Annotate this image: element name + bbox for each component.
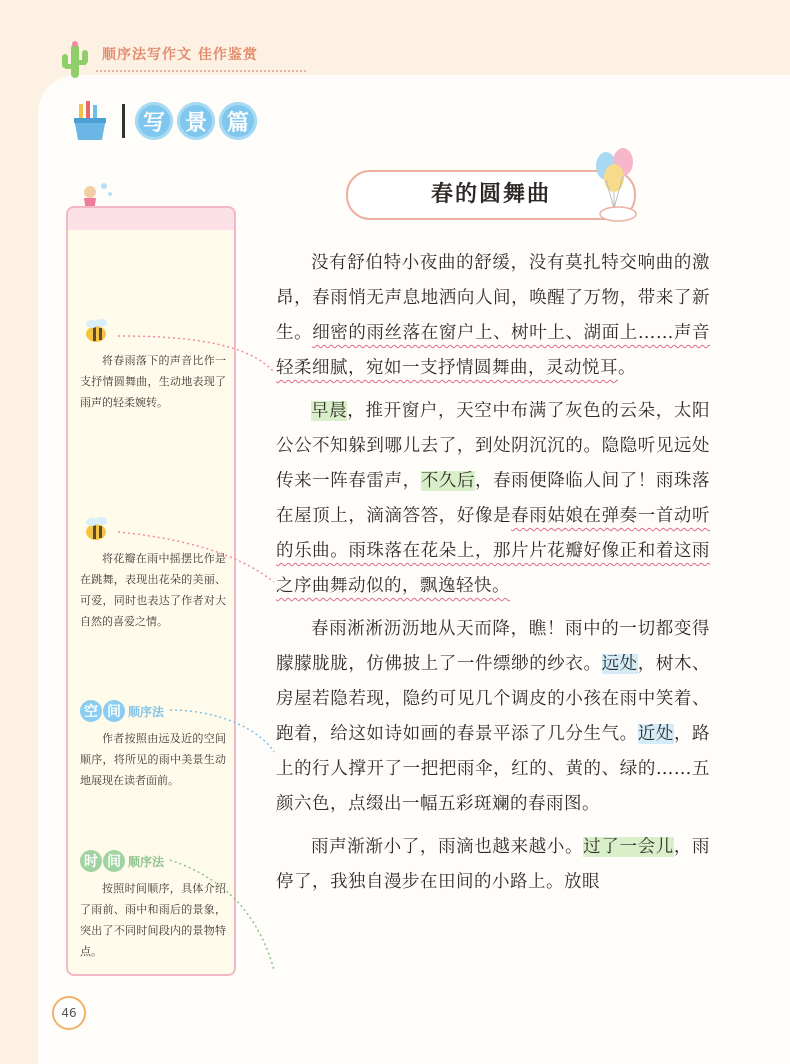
- text-run: 春雨淅淅沥沥地从天而降，瞧！雨中的一切都变得朦朦胧胧，仿佛披上了一件缥缈的纱衣。: [276, 619, 710, 674]
- section-char-3: 篇: [219, 102, 257, 140]
- text-run: 没有舒伯特小夜曲的舒缓，没有莫扎特交响曲的激昂，春雨悄无声息地洒向人间，唤醒了万物，带来了新生。: [276, 253, 710, 343]
- tag-label: 顺序法: [128, 704, 165, 719]
- paragraph-1: [276, 246, 710, 386]
- text-run: ，雨停了，我独自漫步在田间的小路上。放眼: [276, 837, 711, 892]
- text-run: ，路上的行人撑开了一把把雨伞，红的、黄的、绿的……五颜六色，点缀出一幅五彩斑斓的春雨图。: [276, 724, 711, 814]
- space-word: 远处: [601, 654, 638, 674]
- series-title: 顺序法写作文 佳作鉴赏: [102, 47, 258, 63]
- space-word: 近处: [637, 724, 674, 744]
- annotation-note-4: 按照时间顺序，具体介绍了雨前、雨中和雨后的景象，突出了不同时间段内的景物特点。: [80, 882, 226, 958]
- tag-char: 时: [80, 850, 102, 872]
- paragraph-2: [276, 394, 710, 604]
- section-char-2: 景: [177, 102, 215, 140]
- paragraph-3: [276, 612, 710, 822]
- section-char-1: 写: [135, 102, 173, 140]
- time-word: 早晨: [311, 401, 348, 421]
- text-run: ，春雨便降临人间了！雨珠落在屋顶上，滴滴答答，好像是: [276, 471, 711, 526]
- annotation-note-3: 作者按照由远及近的空间顺序，将所见的雨中美景生动地展现在读者面前。: [80, 732, 226, 787]
- page-number: 46: [52, 996, 86, 1030]
- text-run: ，树木、房屋若隐若现，隐约可见几个调皮的小孩在雨中笑着、跑着，给这如诗如画的春景平添了几分生气。: [276, 654, 711, 744]
- article-title: 春的圆舞曲: [430, 182, 551, 207]
- text-run: 。: [618, 358, 636, 378]
- annotated-sentence: 细密的雨丝落在窗户上、树叶上、湖面上……声音轻柔细腻，宛如一支抒情圆舞曲，灵动悦耳: [276, 323, 711, 378]
- text-run: ，推开窗户，天空中布满了灰色的云朵，太阳公公不知躲到哪儿去了，到处阴沉沉的。隐隐听见远处传来一阵春雷声，: [276, 401, 711, 491]
- tag-char: 空: [80, 700, 102, 722]
- text-run: 雨声渐渐小了，雨滴也越来越小。: [311, 837, 584, 857]
- annotation-note-1: 将春雨落下的声音比作一支抒情圆舞曲，生动地表现了雨声的轻柔婉转。: [80, 354, 226, 409]
- annotation-note-2: 将花瓣在雨中摇摆比作是在跳舞，表现出花朵的美丽、可爱，同时也表达了作者对大自然的喜爱之情。: [80, 552, 226, 628]
- time-word: 不久后: [420, 471, 475, 491]
- tag-label: 顺序法: [128, 854, 165, 869]
- paragraph-4: [276, 830, 710, 900]
- time-word: 过了一会儿: [583, 837, 674, 857]
- tag-char: 间: [103, 850, 125, 872]
- article-body: [276, 246, 710, 908]
- annotated-sentence: 春雨姑娘在弹奏一首动听的乐曲。雨珠落在花朵上，那片片花瓣好像正和着这雨之序曲舞动似的，飘逸轻快。: [276, 506, 711, 596]
- tag-char: 间: [103, 700, 125, 722]
